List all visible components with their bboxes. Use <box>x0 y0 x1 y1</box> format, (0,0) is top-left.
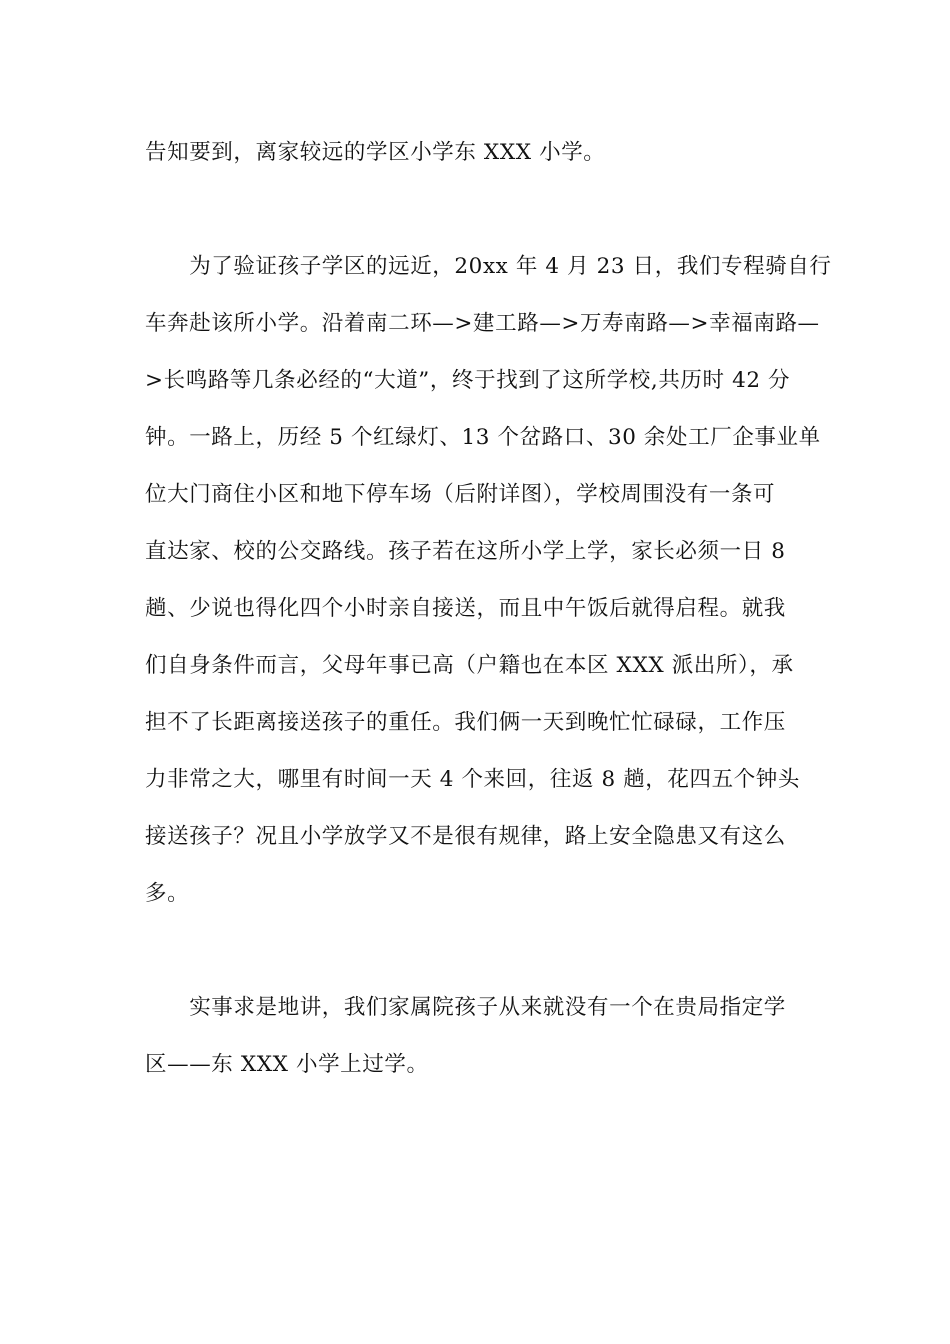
paragraph-spacing <box>145 181 807 238</box>
text-line: 区——东 XXX 小学上过学。 <box>145 1052 429 1077</box>
text-line: 实事求是地讲，我们家属院孩子从来就没有一个在贵局指定学 <box>145 995 786 1020</box>
letter-body <box>145 124 832 1093</box>
text-line: 直达家、校的公交路线。孩子若在这所小学上学，家长必须一日 8 <box>145 539 786 564</box>
text-line: 接送孩子？况且小学放学又不是很有规律，路上安全隐患又有这么 <box>145 824 786 849</box>
text-line: 告知要到，离家较远的学区小学东 XXX 小学。 <box>145 140 606 165</box>
text-line: 趟、少说也得化四个小时亲自接送，而且中午饭后就得启程。就我 <box>145 596 786 621</box>
text-line: 力非常之大，哪里有时间一天 4 个来回，往返 8 趟，花四五个钟头 <box>145 767 800 792</box>
text-line: 们自身条件而言，父母年事已高（户籍也在本区 XXX 派出所），承 <box>145 653 794 678</box>
paragraph-1 <box>145 124 807 181</box>
paragraph-spacing <box>145 922 807 979</box>
text-line: 为了验证孩子学区的远近，20xx 年 4 月 23 日，我们专程骑自行 <box>145 254 832 279</box>
text-line: 位大门商住小区和地下停车场（后附详图），学校周围没有一条可 <box>145 482 776 507</box>
text-line: 多。 <box>145 881 190 906</box>
text-line: 担不了长距离接送孩子的重任。我们俩一天到晚忙忙碌碌，工作压 <box>145 710 786 735</box>
text-line: >长鸣路等几条必经的“大道”，终于找到了这所学校,共历时 42 分 <box>145 368 791 393</box>
text-line: 钟。一路上，历经 5 个红绿灯、13 个岔路口、30 余处工厂企事业单 <box>145 425 821 450</box>
paragraph-3 <box>145 979 807 1093</box>
paragraph-2 <box>145 238 832 922</box>
text-line: 车奔赴该所小学。沿着南二环—>建工路—>万寿南路—>幸福南路— <box>145 311 820 336</box>
